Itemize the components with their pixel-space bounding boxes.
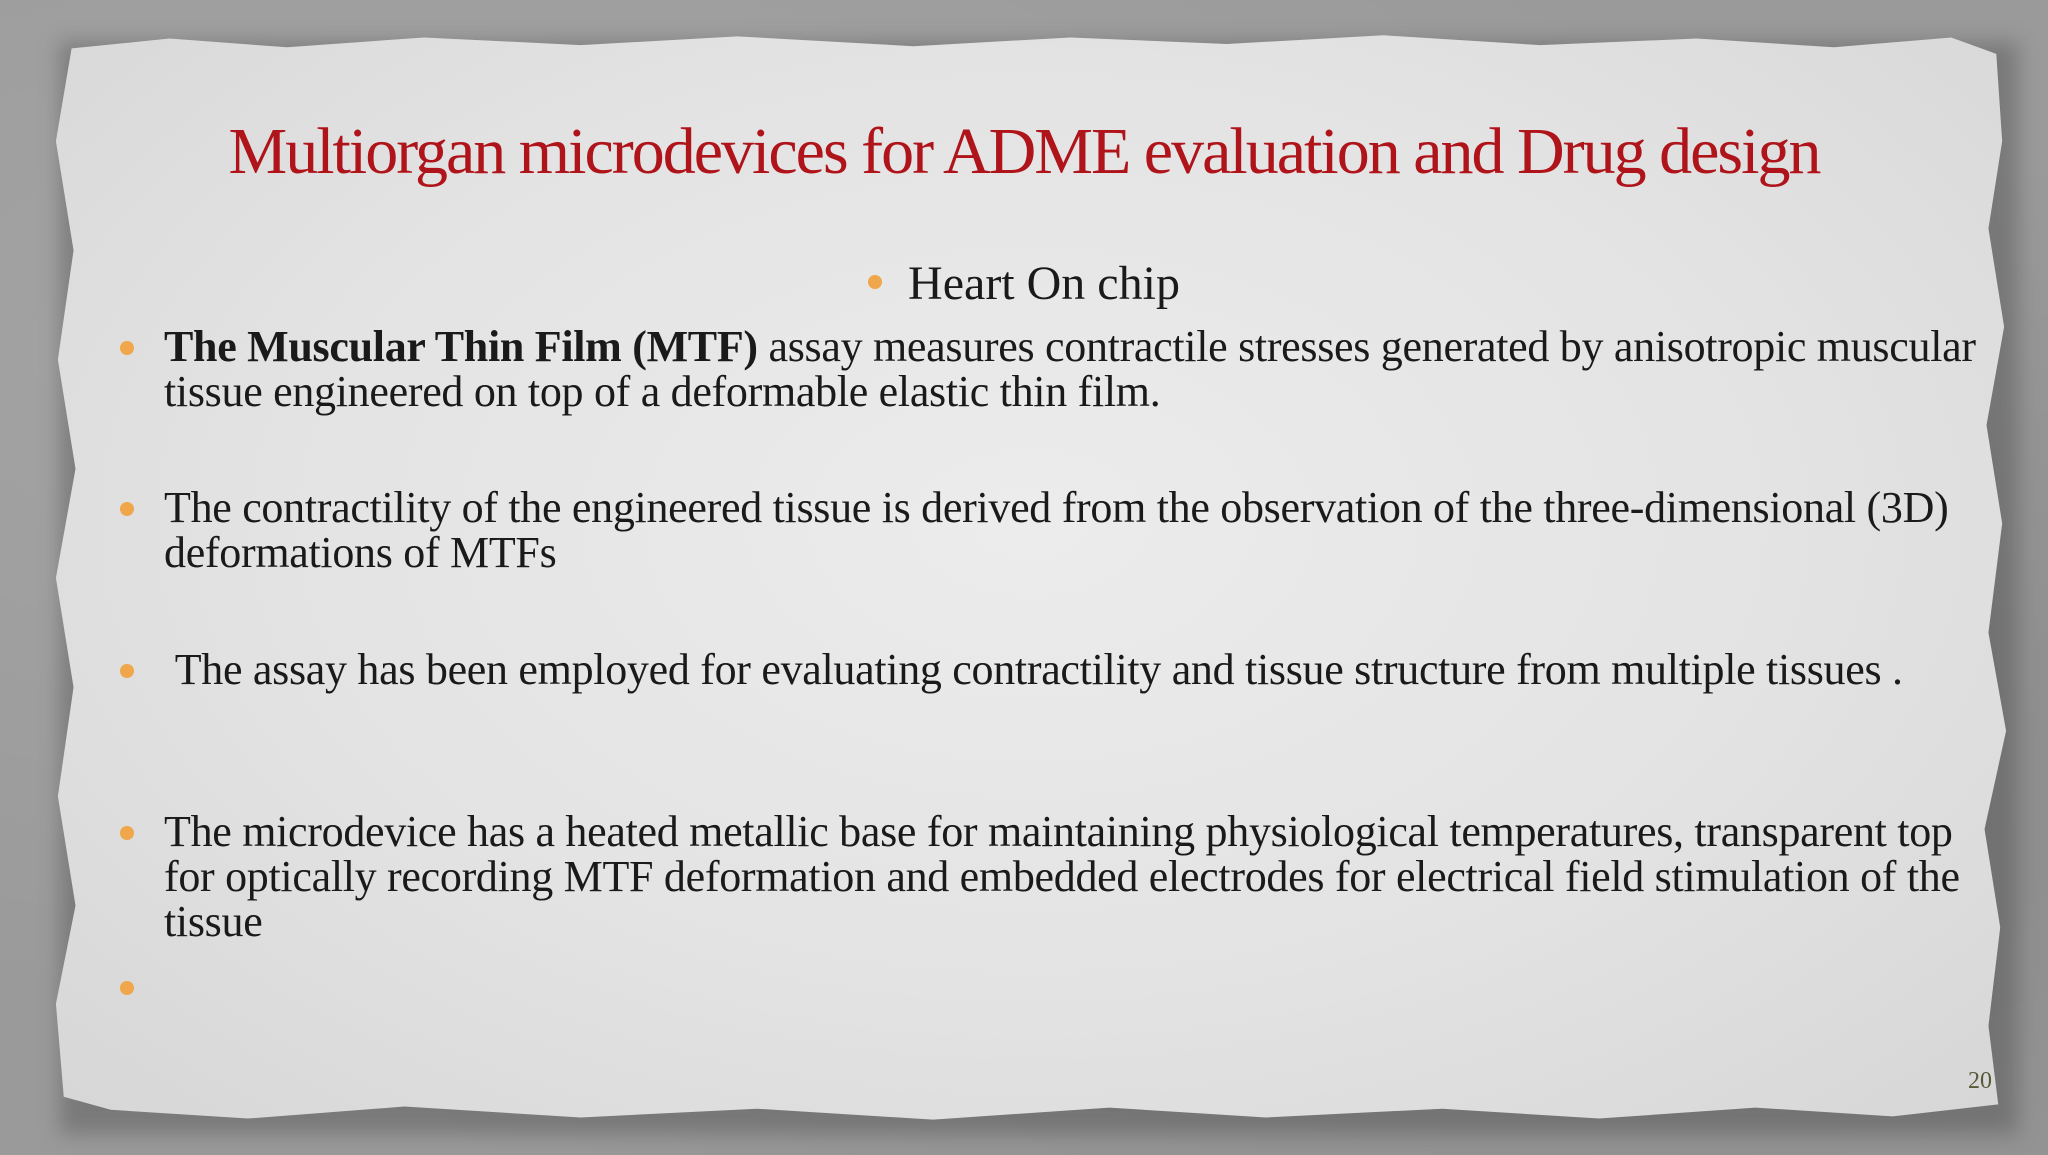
page-number: 20 — [1968, 1068, 1992, 1094]
bullet-body-text: The assay has been employed for evaluating contractility and tissue structure from multiple tissues . — [164, 645, 1903, 694]
bullet-item-3 — [116, 647, 1976, 692]
bullet-item-4 — [116, 809, 1976, 944]
bullet-dot-icon — [120, 826, 134, 840]
subheading-text: Heart On chip — [908, 257, 1180, 310]
bullet-dot-icon — [120, 981, 134, 995]
bullet-dot-icon — [120, 664, 134, 678]
bullet-dot-icon — [120, 341, 134, 355]
bullet-body-text: The contractility of the engineered tissue is derived from the observation of the three-dimensional (3D) deformations of MTFs — [164, 483, 1949, 577]
bullet-text — [164, 809, 1976, 944]
bullet-dot-icon — [120, 502, 134, 516]
bullet-body-text: The microdevice has a heated metallic base for maintaining physiological temperatures, transparent top for optically recording MTF deformation and embedded electrodes for electrical field stimulation of the tissue — [164, 807, 1960, 946]
bullet-body-text: assay measures contractile stresses generated by anisotropic muscular tissue engineered on top of a deformable elastic thin film. — [164, 322, 1976, 416]
bullet-text — [164, 485, 1976, 575]
bullet-item-2 — [116, 485, 1976, 575]
bullet-dot-icon — [868, 275, 882, 289]
slide-title: Multiorgan microdevices for ADME evaluation and Drug design — [228, 115, 1820, 188]
bullet-item-1 — [116, 324, 1976, 414]
bullet-text — [164, 647, 1976, 692]
bullet-bold-text: The Muscular Thin Film (MTF) — [164, 322, 758, 371]
slide-paper-background — [52, 32, 2010, 1124]
bullet-text — [164, 324, 1976, 414]
slide-subheading — [0, 254, 2048, 314]
